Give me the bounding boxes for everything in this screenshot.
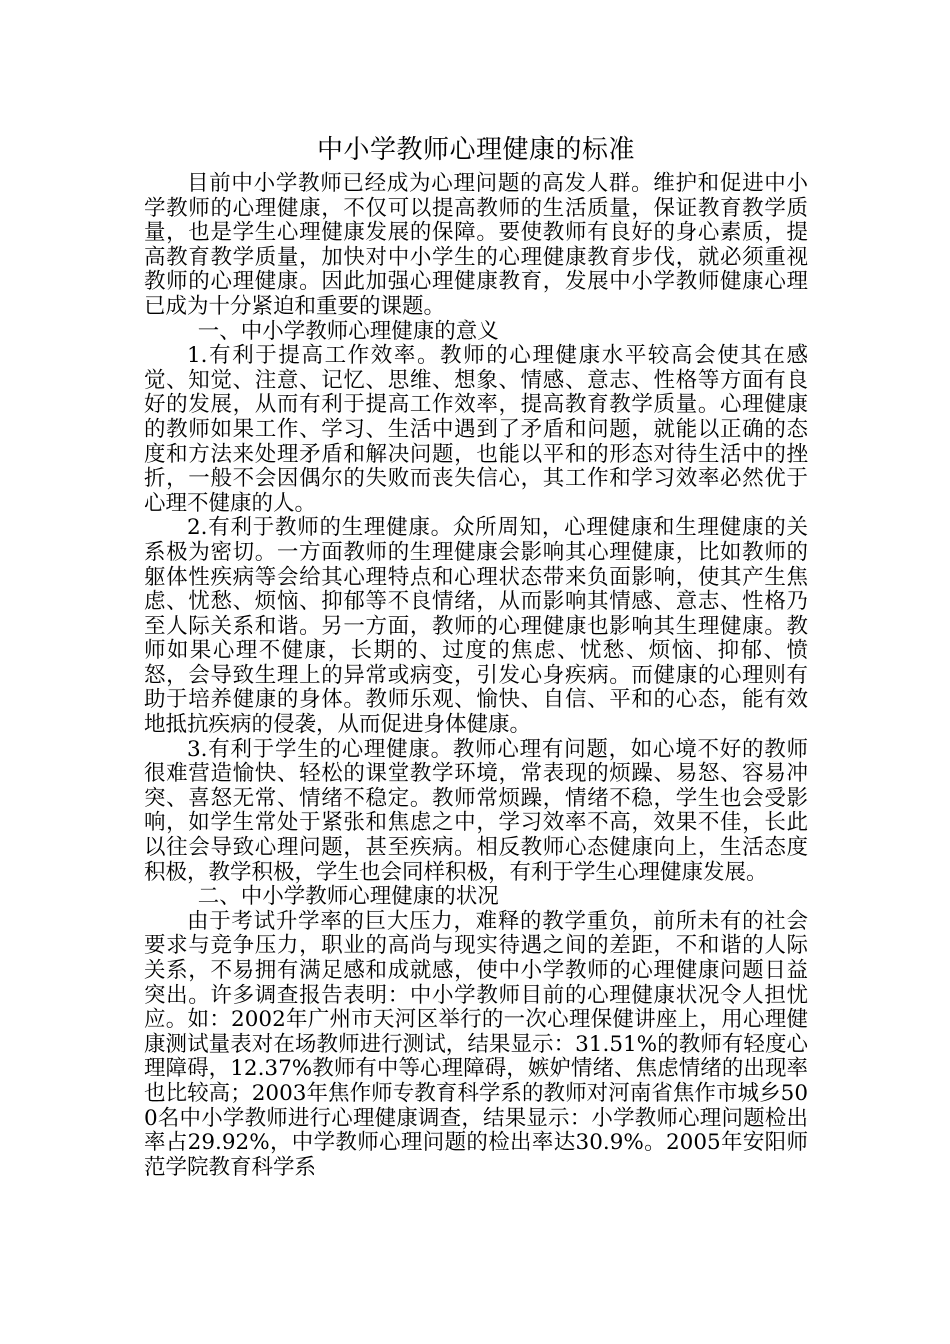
paragraph-physical-health: 2.有利于教师的生理健康。众所周知，心理健康和生理健康的关系极为密切。一方面教师的生理健康会影响其心理健康，比如教师的躯体性疾病等会给其心理特点和心理状态带来负面影响，使其产生焦虑、忧愁、烦恼、抑郁等不良情绪，从而影响其情感、意志、性格乃至人际关系和谐。另一方面，教师的心理健康也影响其生理健康。教师如果心理不健康，长期的、过度的焦虑、忧愁、烦恼、抑郁、愤怒，会导致生理上的异常或病变，引发心身疾病。而健康的心理则有助于培养健康的身体。教师乐观、愉快、自信、平和的心态，能有效地抵抗疾病的侵袭，从而促进身体健康。	[144, 515, 808, 738]
section-heading-status: 二、中小学教师心理健康的状况	[197, 884, 499, 910]
paragraph-work-efficiency: 1.有利于提高工作效率。教师的心理健康水平较高会使其在感觉、知觉、注意、记忆、思维、想象、情感、意志、性格等方面有良好的发展，从而有利于提高工作效率，提高教育教学质量。心理健康的教师如果工作、学习、生活中遇到了矛盾和问题，就能以正确的态度和方法来处理矛盾和解决问题，也能以平和的形态对待生活中的挫折，一般不会因偶尔的失败而丧失信心，其工作和学习效率必然优于心理不健康的人。	[144, 343, 808, 516]
paragraph-status-details: 由于考试升学率的巨大压力，难释的教学重负，前所未有的社会要求与竞争压力，职业的高尚与现实待遇之间的差距，不和谐的人际关系，不易拥有满足感和成就感，使中小学教师的心理健康问题日益突出。许多调查报告表明：中小学教师目前的心理健康状况令人担忧应。如：2002年广州市天河区举行的一次心理保健讲座上，用心理健康测试量表对在场教师进行测试，结果显示：31.51%的教师有轻度心理障碍，12.37%教师有中等心理障碍，嫉妒情绪、焦虑情绪的出现率也比较高；2003年焦作师专教育科学系的教师对河南省焦作市城乡500名中小学教师进行心理健康调查，结果显示：小学教师心理问题检出率占29.92%，中学教师心理问题的检出率达30.9%。2005年安阳师范学院教育科学系	[144, 908, 808, 1180]
paragraph-student-mental-health: 3.有利于学生的心理健康。教师心理有问题，如心境不好的教师很难营造愉快、轻松的课堂教学环境，常表现的烦躁、易怒、容易冲突、喜怒无常、情绪不稳定。教师常烦躁，情绪不稳，学生也会受影响，如学生常处于紧张和焦虑之中，学习效率不高，效果不佳，长此以往会导致心理问题，甚至疾病。相反教师心态健康向上，生活态度积极，教学积极，学生也会同样积极，有利于学生心理健康发展。	[144, 736, 808, 885]
document-page	[144, 128, 808, 1180]
document-title: 中小学教师心理健康的标准	[316, 135, 635, 165]
section-heading-significance: 一、中小学教师心理健康的意义	[197, 318, 499, 344]
intro-paragraph: 目前中小学教师已经成为心理问题的高发人群。维护和促进中小学教师的心理健康，不仅可以提高教师的生活质量，保证教育教学质量，也是学生心理健康发展的保障。要使教师有良好的身心素质，提高教育教学质量，加快对中小学生的心理健康教育步伐，就必须重视教师的心理健康。因此加强心理健康教育，发展中小学教师健康心理已成为十分紧迫和重要的课题。	[144, 171, 808, 319]
document-body	[144, 172, 808, 1180]
